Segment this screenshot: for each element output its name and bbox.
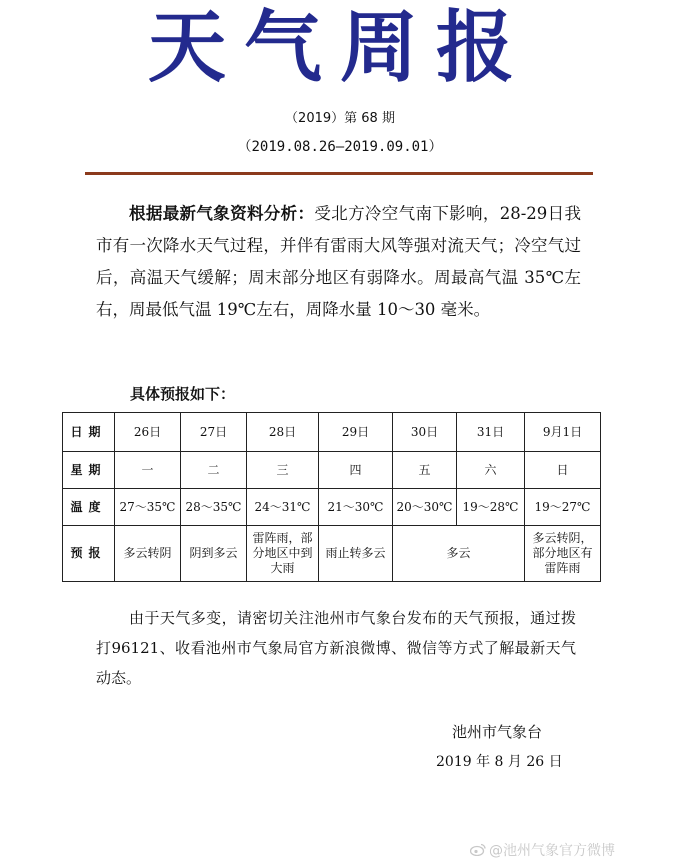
weekday-cell: 日 [525, 452, 601, 489]
weekday-cell: 三 [247, 452, 319, 489]
table-row-temperature [63, 489, 601, 526]
temp-cell: 21～30℃ [319, 489, 393, 526]
table-row-weekdays [63, 452, 601, 489]
watermark [470, 840, 615, 860]
forecast-cell: 多云转阴 [115, 526, 181, 582]
newsletter-title: 天气周报 [147, 2, 532, 93]
weekday-cell: 四 [319, 452, 393, 489]
row-label-forecast: 预报 [63, 526, 115, 582]
weekday-cell: 一 [115, 452, 181, 489]
forecast-table [62, 412, 601, 582]
analysis-text: 受北方冷空气南下影响，28-29日我市有一次降水天气过程，并伴有雷雨大风等强对流天气；冷空气过后，高温天气缓解；周末部分地区有弱降水。周最高气温 35℃左右，周最低气温 19℃左右，周降水量 10～30 毫米。 [96, 204, 582, 319]
weekday-cell: 五 [393, 452, 457, 489]
temp-cell: 24～31℃ [247, 489, 319, 526]
row-label-weekday: 星期 [63, 452, 115, 489]
date-cell: 27日 [181, 413, 247, 452]
date-cell: 28日 [247, 413, 319, 452]
signature-org: 池州市气象台 [452, 723, 543, 741]
analysis-lead: 根据最新气象资料分析： [129, 204, 315, 223]
date-cell: 26日 [115, 413, 181, 452]
forecast-cell: 雷阵雨，部分地区中到大雨 [247, 526, 319, 582]
analysis-paragraph [96, 198, 581, 326]
forecast-cell: 多云 [393, 526, 525, 582]
date-cell: 29日 [319, 413, 393, 452]
date-cell: 9月1日 [525, 413, 601, 452]
temp-cell: 20～30℃ [393, 489, 457, 526]
forecast-cell: 多云转阴，部分地区有雷阵雨 [525, 526, 601, 582]
forecast-cell: 雨止转多云 [319, 526, 393, 582]
watermark-text: @池州气象官方微博 [489, 843, 615, 859]
temp-cell: 19～28℃ [457, 489, 525, 526]
date-cell: 31日 [457, 413, 525, 452]
issue-number: （2019）第 68 期 [285, 111, 395, 126]
table-row-dates [63, 413, 601, 452]
forecast-heading: 具体预报如下： [130, 385, 236, 403]
notice-paragraph: 由于天气多变，请密切关注池州市气象台发布的天气预报，通过拨打96121、收看池州市气象局官方新浪微博、微信等方式了解最新天气动态。 [96, 609, 576, 687]
temp-cell: 28～35℃ [181, 489, 247, 526]
row-label-date: 日期 [63, 413, 115, 452]
title-divider [85, 172, 593, 175]
temp-cell: 19～27℃ [525, 489, 601, 526]
forecast-cell: 阴到多云 [181, 526, 247, 582]
weibo-icon [470, 843, 486, 860]
row-label-temperature: 温度 [63, 489, 115, 526]
weekday-cell: 六 [457, 452, 525, 489]
temp-cell: 27～35℃ [115, 489, 181, 526]
signature-date: 2019 年 8 月 26 日 [436, 754, 563, 770]
weekday-cell: 二 [181, 452, 247, 489]
date-cell: 30日 [393, 413, 457, 452]
table-row-forecast [63, 526, 601, 582]
date-range: （2019.08.26—2019.09.01） [237, 139, 443, 155]
